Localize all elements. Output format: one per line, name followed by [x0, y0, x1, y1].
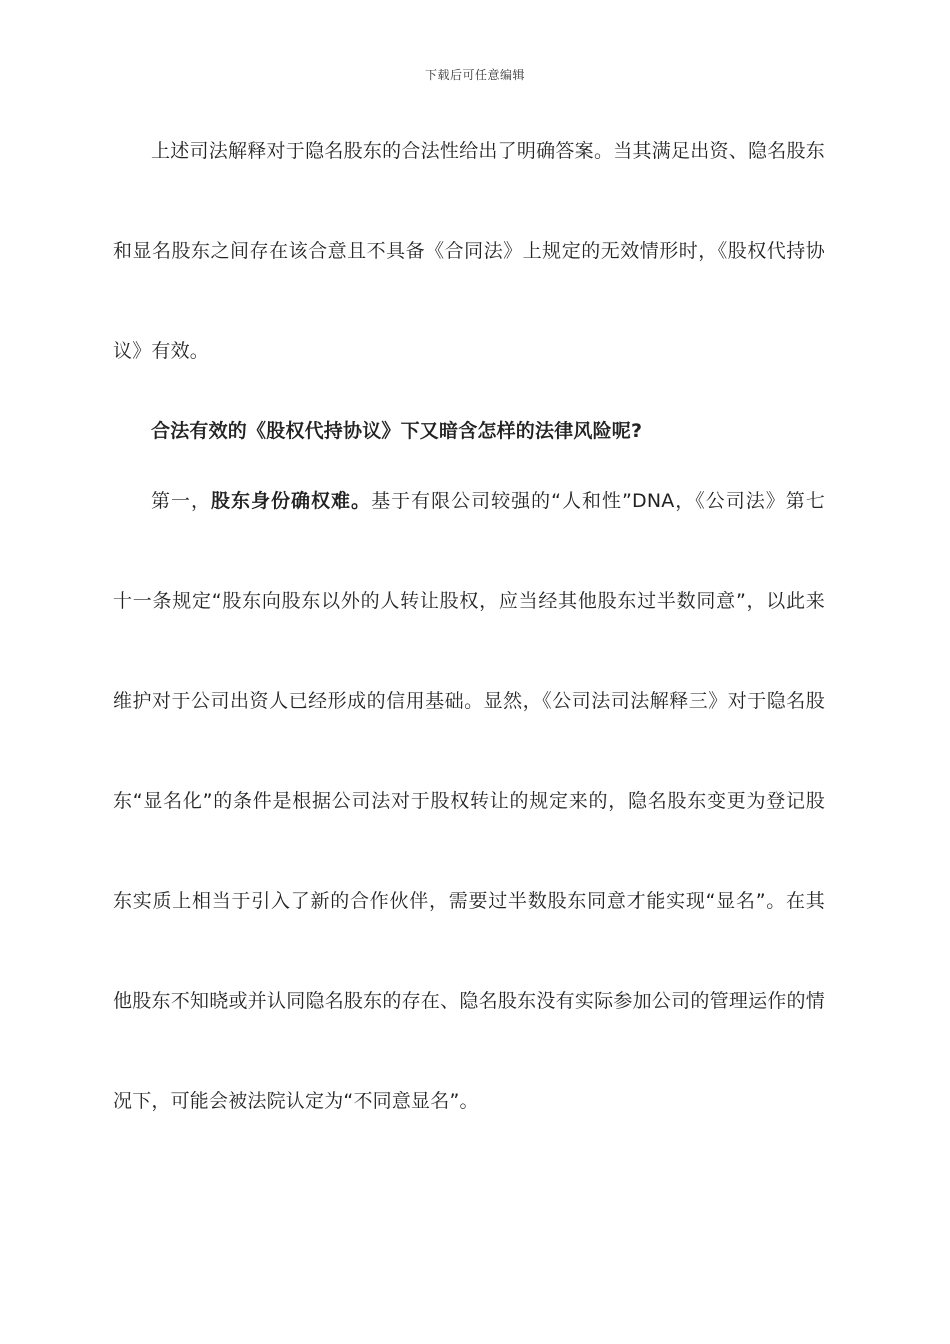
paragraph-line: 十一条规定“股东向股东以外的人转让股权，应当经其他股东过半数同意”，以此来: [113, 590, 825, 612]
paragraph-text: 第一，: [151, 490, 212, 512]
page-header: 下载后可任意编辑: [424, 68, 525, 82]
paragraph-line: 东“显名化”的条件是根据公司法对于股权转让的规定来的，隐名股东变更为登记股: [113, 790, 825, 812]
paragraph-line: 东实质上相当于引入了新的合作伙伴，需要过半数股东同意才能实现“显名”。在其: [113, 890, 825, 912]
paragraph-line: 他股东不知晓或并认同隐名股东的存在、隐名股东没有实际参加公司的管理运作的情: [113, 990, 825, 1012]
paragraph-text: 基于有限公司较强的“人和性”DNA，《公司法》第七: [371, 490, 825, 512]
paragraph-line: 上述司法解释对于隐名股东的合法性给出了明确答案。当其满足出资、隐名股东: [151, 140, 825, 162]
paragraph-line: 议》有效。: [113, 340, 210, 362]
section-heading: 合法有效的《股权代持协议》下又暗含怎样的法律风险呢?: [151, 420, 643, 442]
paragraph-line: 和显名股东之间存在该合意且不具备《合同法》上规定的无效情形时，《股权代持协: [113, 240, 825, 262]
paragraph-line: [151, 488, 825, 514]
bold-term: 股东身份确权难。: [211, 490, 372, 512]
paragraph-line: 维护对于公司出资人已经形成的信用基础。显然，《公司法司法解释三》对于隐名股: [113, 690, 825, 712]
paragraph-line: 况下，可能会被法院认定为“不同意显名”。: [113, 1090, 479, 1112]
